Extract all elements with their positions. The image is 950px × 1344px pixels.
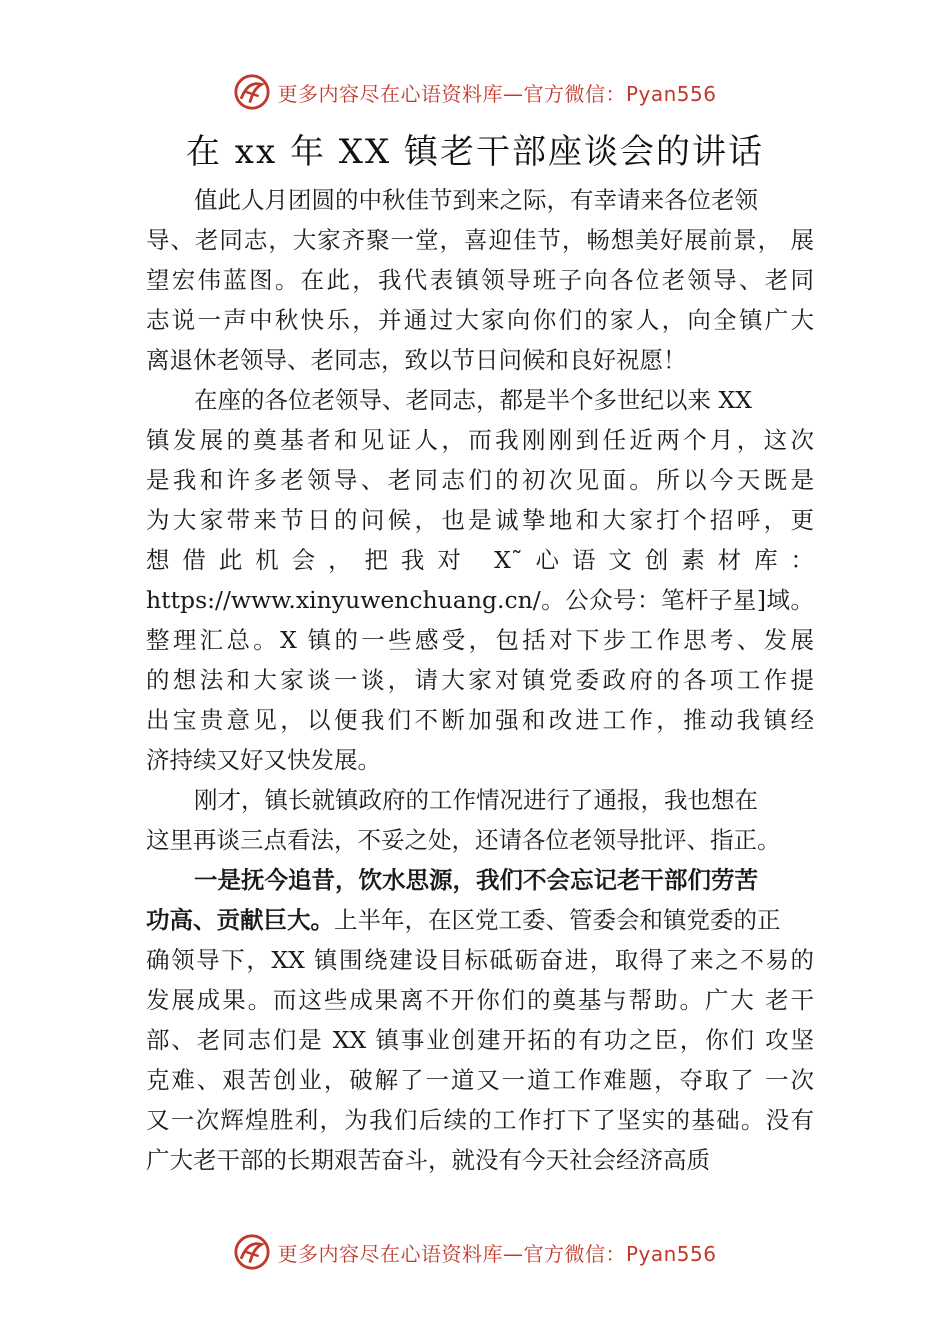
paragraph-4-line-3: 确领导下，XX 镇围绕建设目标砥砺奋进，取得了来之不易的 [146,946,814,974]
paragraph-2-line-4: 为大家带来节日的问候，也是诚挚地和大家打个招呼，更 [146,506,814,534]
paragraph-2-line-3: 是我和许多老领导、老同志们的初次见面。所以今天既是 [146,466,814,494]
paragraph-1-line-5: 离退休老领导、老同志，致以节日问候和良好祝愿！ [146,346,687,374]
paragraph-2-line-6: https://www.xinyuwenchuang.cn/。公众号：笔杆子星]域。 [146,586,814,614]
paragraph-4-line-2 [146,900,814,940]
paragraph-4-line-2-rest: 上半年，在区党工委、管委会和镇党委的正 [334,906,781,934]
paragraph-4-line-6: 克难、艰苦创业，破解了一道又一道工作难题，夺取了 一次 [146,1066,814,1094]
paragraph-2-line-9: 出宝贵意见，以便我们不断加强和改进工作，推动我镇经 [146,706,814,734]
paragraph-1-line-1: 值此人月团圆的中秋佳节到来之际，有幸请来各位老领 [194,186,758,214]
paragraph-1-line-2: 导、老同志，大家齐聚一堂，喜迎佳节，畅想美好展前景， 展 [146,226,814,254]
footer-banner-text: 更多内容尽在心语资料库—官方微信：Pyan556 [277,1241,717,1266]
footer-banner [0,1230,950,1274]
paragraph-2-line-5: 想借此机会，把我对 X˜心语文创素材库： [146,546,814,574]
paragraph-4-line-5: 部、老同志们是 XX 镇事业创建开拓的有功之臣，你们 攻坚 [146,1026,814,1054]
paragraph-1-line-3: 望宏伟蓝图。在此，我代表镇领导班子向各位老领导、老同 [146,266,814,294]
paragraph-1-line-4: 志说一声中秋快乐，并通过大家向你们的家人，向全镇广大 [146,306,814,334]
library-logo-icon [233,73,271,111]
header-banner-text: 更多内容尽在心语资料库—官方微信：Pyan556 [277,81,717,106]
document-title: 在 xx 年 XX 镇老干部座谈会的讲话 [186,132,764,172]
paragraph-4-bold-tail: 功高、贡献巨大。 [146,906,334,934]
paragraph-3-line-2: 这里再谈三点看法，不妥之处，还请各位老领导批评、指正。 [146,826,781,854]
paragraph-4-bold-heading: 一是抚今追昔，饮水思源，我们不会忘记老干部们劳苦 [194,866,758,894]
library-logo-icon [233,1233,271,1271]
paragraph-2-line-2: 镇发展的奠基者和见证人，而我刚刚到任近两个月，这次 [146,426,814,454]
paragraph-4-line-8: 广大老干部的长期艰苦奋斗，就没有今天社会经济高质 [146,1146,710,1174]
paragraph-2-line-10: 济持续又好又快发展。 [146,746,381,774]
header-banner [0,70,950,114]
paragraph-3-line-1: 刚才，镇长就镇政府的工作情况进行了通报，我也想在 [194,786,758,814]
paragraph-4-line-7: 又一次辉煌胜利，为我们后续的工作打下了坚实的基础。没有 [146,1106,814,1134]
paragraph-2-line-1: 在座的各位老领导、老同志，都是半个多世纪以来 XX [194,386,752,414]
paragraph-2-line-7: 整理汇总。X 镇的一些感受，包括对下步工作思考、发展 [146,626,814,654]
paragraph-4-line-4: 发展成果。而这些成果离不开你们的奠基与帮助。广大 老干 [146,986,814,1014]
document-body [146,180,814,1180]
paragraph-2-line-8: 的想法和大家谈一谈，请大家对镇党委政府的各项工作提 [146,666,814,694]
